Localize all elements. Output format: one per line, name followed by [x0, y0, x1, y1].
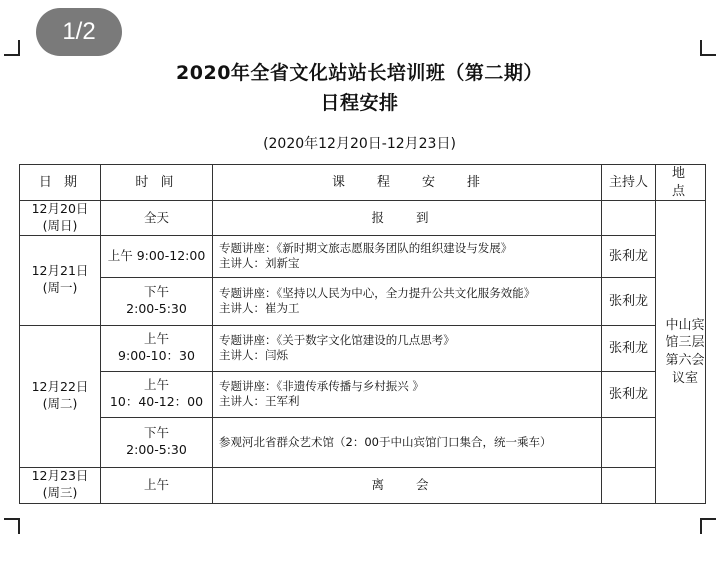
time-cell: 上午: [101, 467, 213, 503]
time-cell: [101, 417, 213, 467]
date-cell: [20, 467, 101, 503]
document-title: 2020年全省文化站站长培训班（第二期）: [176, 62, 543, 84]
weekday-text: (周三): [42, 485, 78, 501]
time-period: 下午: [143, 425, 169, 441]
date-text: 12月20日: [31, 201, 89, 217]
crop-mark-bottom-left: [4, 518, 20, 534]
time-range: 9:00-10：30: [118, 348, 195, 364]
time-range: 2:00-5:30: [126, 301, 187, 317]
course-cell: [213, 277, 602, 325]
time-period: 上午: [143, 377, 169, 393]
table-row: [20, 371, 706, 417]
time-cell: [101, 371, 213, 417]
document-subtitle: 日程安排: [320, 92, 399, 114]
host-cell: 张利龙: [602, 235, 656, 277]
header-time: 时 间: [101, 165, 213, 201]
course-cell: 参观河北省群众艺术馆（2：00于中山宾馆门口集合，统一乘车）: [213, 417, 602, 467]
schedule-table: [19, 164, 706, 504]
table-row: [20, 417, 706, 467]
crop-mark-top-left: [4, 40, 20, 56]
course-topic: 专题讲座：《坚持以人民为中心，全力提升公共文化服务效能》: [219, 285, 536, 300]
date-cell: [20, 201, 101, 236]
header-host: 主持人: [602, 165, 656, 201]
page-indicator: 1/2: [36, 8, 122, 56]
venue-cell: [656, 201, 706, 504]
table-row: [20, 325, 706, 371]
host-cell: [602, 201, 656, 236]
course-cell: [213, 325, 602, 371]
weekday-text: (周一): [42, 280, 78, 296]
time-range: 9:00-12:00: [136, 247, 206, 263]
weekday-text: (周二): [42, 396, 78, 412]
host-cell: [602, 417, 656, 467]
time-range: 2:00-5:30: [126, 442, 187, 458]
date-cell: [20, 325, 101, 467]
host-cell: 张利龙: [602, 277, 656, 325]
host-cell: 张利龙: [602, 371, 656, 417]
course-speaker: 主讲人：刘新宝: [219, 256, 300, 271]
host-cell: 张利龙: [602, 325, 656, 371]
date-range: (2020年12月20日-12月23日): [263, 136, 456, 152]
course-cell: [213, 371, 602, 417]
course-cell: 报 到: [213, 201, 602, 236]
time-period: 上午: [143, 331, 169, 347]
course-topic: 专题讲座：《新时期文旅志愿服务团队的组织建设与发展》: [219, 240, 513, 255]
course-speaker: 主讲人：闫烁: [219, 348, 288, 363]
course-cell: [213, 235, 602, 277]
time-cell: [101, 277, 213, 325]
table-row: [20, 235, 706, 277]
time-period: 上午: [107, 247, 133, 263]
date-text: 12月23日: [31, 468, 89, 484]
date-text: 12月21日: [31, 263, 89, 279]
weekday-text: (周日): [42, 217, 78, 233]
time-cell: 全天: [101, 201, 213, 236]
course-speaker: 主讲人：崔为工: [219, 301, 300, 316]
header-venue: 地 点: [656, 165, 706, 201]
course-cell: 离 会: [213, 467, 602, 503]
table-row: [20, 201, 706, 236]
course-topic: 专题讲座：《关于数字文化馆建设的几点思考》: [219, 332, 455, 347]
date-cell: [20, 235, 101, 325]
table-header-row: [20, 165, 706, 201]
host-cell: [602, 467, 656, 503]
time-cell: [101, 325, 213, 371]
date-text: 12月22日: [31, 379, 89, 395]
course-topic: 专题讲座：《非遗传承传播与乡村振兴 》: [219, 378, 424, 393]
crop-mark-bottom-right: [700, 518, 716, 534]
table-row: [20, 277, 706, 325]
time-range: 10：40-12：00: [109, 394, 204, 410]
header-date: 日 期: [20, 165, 101, 201]
table-row: [20, 467, 706, 503]
time-period: 下午: [143, 284, 169, 300]
header-course: 课 程 安 排: [213, 165, 602, 201]
venue-text: 中山宾馆三层第六会议室: [665, 317, 705, 386]
crop-mark-top-right: [700, 40, 716, 56]
course-speaker: 主讲人：王军利: [219, 394, 300, 409]
time-cell: [101, 235, 213, 277]
